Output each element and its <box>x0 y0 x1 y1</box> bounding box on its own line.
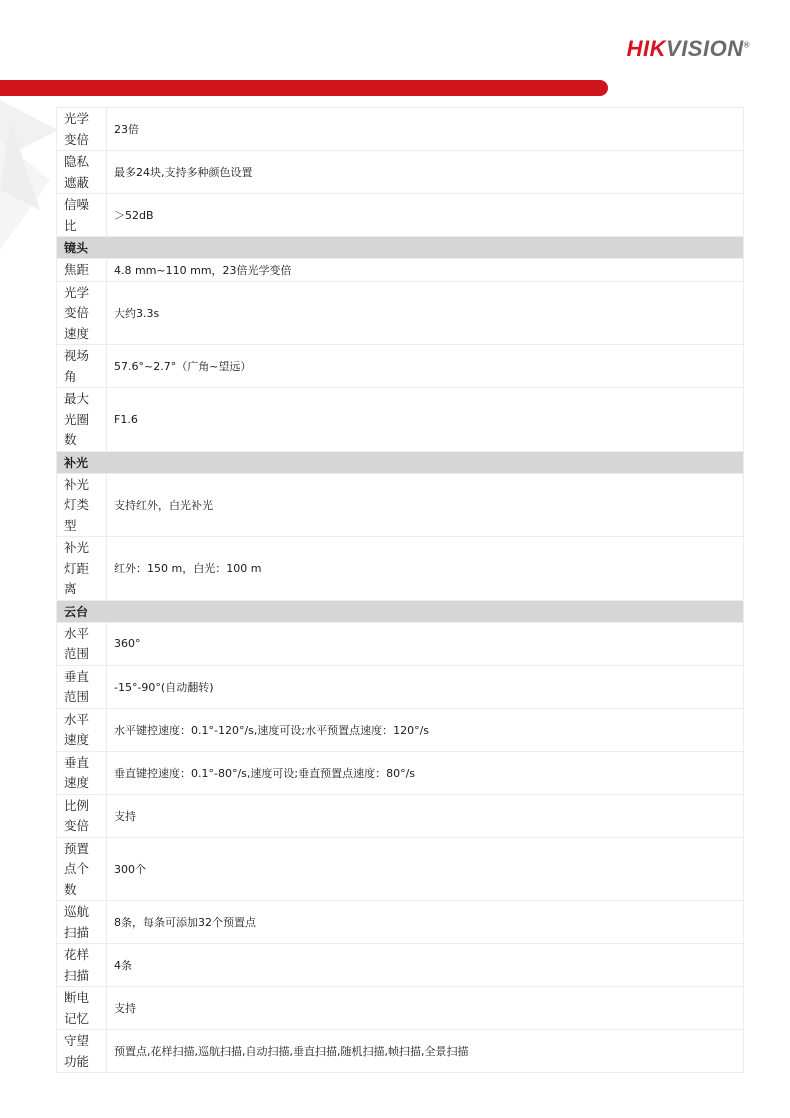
spec-label <box>57 345 106 387</box>
spec-label-line: 信噪 <box>64 197 90 212</box>
spec-label-line: 花样 <box>64 947 90 962</box>
spec-label-line: 范围 <box>64 646 90 661</box>
spec-label-line: 补光 <box>64 476 90 492</box>
spec-label-line: 巡航 <box>64 904 90 919</box>
spec-value: 4条 <box>106 944 743 986</box>
spec-value: 支持 <box>106 987 743 1029</box>
spec-label <box>57 987 106 1029</box>
spec-row <box>57 281 743 345</box>
spec-label <box>57 194 106 236</box>
spec-label <box>57 752 106 794</box>
spec-value: 水平键控速度：0.1°-120°/s,速度可设;水平预置点速度：120°/s <box>106 709 743 751</box>
spec-label-line: 光学 <box>64 284 90 300</box>
spec-label-line: 光圈 <box>64 411 90 427</box>
hikvision-logo <box>627 36 750 62</box>
spec-label-line: 预置 <box>64 840 90 856</box>
spec-row <box>57 708 743 751</box>
spec-label-line: 变倍 <box>64 305 90 320</box>
spec-label-line: 水平 <box>64 625 90 641</box>
spec-label <box>57 282 106 345</box>
section-ptz: 云台 <box>57 600 743 622</box>
spec-value: 支持红外，白光补光 <box>106 474 743 537</box>
spec-label <box>57 901 106 943</box>
spec-label-line: 灯类 <box>64 497 90 512</box>
spec-label-line: 型 <box>64 517 77 533</box>
logo-registered-mark: ® <box>743 40 750 50</box>
spec-label-line: 比例 <box>64 797 90 813</box>
spec-label-line: 比 <box>64 217 77 233</box>
spec-label-line: 记忆 <box>64 1010 90 1026</box>
spec-label <box>57 795 106 837</box>
spec-row <box>57 473 743 537</box>
logo-hik-text: HIK <box>626 36 667 61</box>
header-red-bar <box>0 80 608 96</box>
spec-value: 红外：150 m，白光：100 m <box>106 537 743 600</box>
spec-label-line: 扫描 <box>64 967 90 983</box>
spec-value: 最多24块,支持多种颜色设置 <box>106 151 743 193</box>
spec-value: 预置点,花样扫描,巡航扫描,自动扫描,垂直扫描,随机扫描,帧扫描,全景扫描 <box>106 1030 743 1072</box>
spec-label-line: 水平 <box>64 711 90 727</box>
spec-label-line: 范围 <box>64 689 90 704</box>
spec-value: 300个 <box>106 838 743 901</box>
spec-row <box>57 536 743 600</box>
spec-label <box>57 1030 106 1072</box>
spec-label-line: 角 <box>64 368 77 384</box>
spec-row <box>57 1029 743 1072</box>
decorative-triangles <box>0 100 60 260</box>
spec-label <box>57 474 106 537</box>
spec-row <box>57 622 743 665</box>
logo-vision-text: VISION <box>666 36 744 61</box>
spec-row <box>57 900 743 943</box>
spec-label-line: 视场 <box>64 348 90 363</box>
spec-value: 8条，每条可添加32个预置点 <box>106 901 743 943</box>
spec-row <box>57 751 743 794</box>
spec-value: 57.6°~2.7°（广角~望远） <box>106 345 743 387</box>
spec-label <box>57 259 106 281</box>
spec-row <box>57 665 743 708</box>
spec-row <box>57 837 743 901</box>
spec-label <box>57 388 106 451</box>
spec-label-line: 断电 <box>64 990 90 1005</box>
spec-label-line: 遮蔽 <box>64 174 90 190</box>
spec-label-line: 变倍 <box>64 818 90 833</box>
spec-row <box>57 986 743 1029</box>
spec-row <box>57 943 743 986</box>
spec-value: 支持 <box>106 795 743 837</box>
spec-label <box>57 623 106 665</box>
spec-label-line: 点个 <box>64 861 90 876</box>
spec-label-line: 补光 <box>64 540 90 555</box>
spec-value: 23倍 <box>106 108 743 150</box>
spec-label-line: 速度 <box>64 775 90 790</box>
spec-label-line: 最大 <box>64 391 90 406</box>
spec-label-line: 垂直 <box>64 668 90 684</box>
spec-label-line: 灯距 <box>64 560 90 576</box>
spec-row <box>57 344 743 387</box>
spec-label-line: 离 <box>64 581 77 596</box>
spec-label-line: 扫描 <box>64 924 90 940</box>
spec-label-line: 焦距 <box>64 262 90 277</box>
spec-label <box>57 944 106 986</box>
spec-label <box>57 151 106 193</box>
spec-value: 垂直键控速度：0.1°-80°/s,速度可设;垂直预置点速度：80°/s <box>106 752 743 794</box>
spec-row <box>57 387 743 451</box>
spec-label-line: 垂直 <box>64 754 90 770</box>
spec-table <box>56 107 744 1073</box>
spec-value: -15°-90°(自动翻转) <box>106 666 743 708</box>
spec-label-line: 变倍 <box>64 131 90 147</box>
spec-label <box>57 108 106 150</box>
spec-label <box>57 537 106 600</box>
section-fill-light: 补光 <box>57 451 743 473</box>
section-lens: 镜头 <box>57 236 743 258</box>
spec-value: ＞52dB <box>106 194 743 236</box>
spec-label-line: 速度 <box>64 325 90 341</box>
spec-value: 大约3.3s <box>106 282 743 345</box>
spec-label <box>57 666 106 708</box>
spec-label <box>57 838 106 901</box>
spec-row <box>57 107 743 150</box>
spec-label-line: 数 <box>64 432 77 447</box>
spec-label-line: 数 <box>64 881 77 897</box>
spec-value: F1.6 <box>106 388 743 451</box>
spec-label <box>57 709 106 751</box>
spec-row <box>57 150 743 193</box>
spec-row <box>57 258 743 281</box>
spec-label-line: 隐私 <box>64 154 90 169</box>
spec-label-line: 功能 <box>64 1053 90 1069</box>
spec-value: 4.8 mm~110 mm，23倍光学变倍 <box>106 259 743 281</box>
spec-value: 360° <box>106 623 743 665</box>
spec-row <box>57 794 743 837</box>
spec-label-line: 光学 <box>64 111 90 126</box>
spec-label-line: 速度 <box>64 732 90 747</box>
spec-label-line: 守望 <box>64 1033 90 1048</box>
spec-row <box>57 193 743 236</box>
